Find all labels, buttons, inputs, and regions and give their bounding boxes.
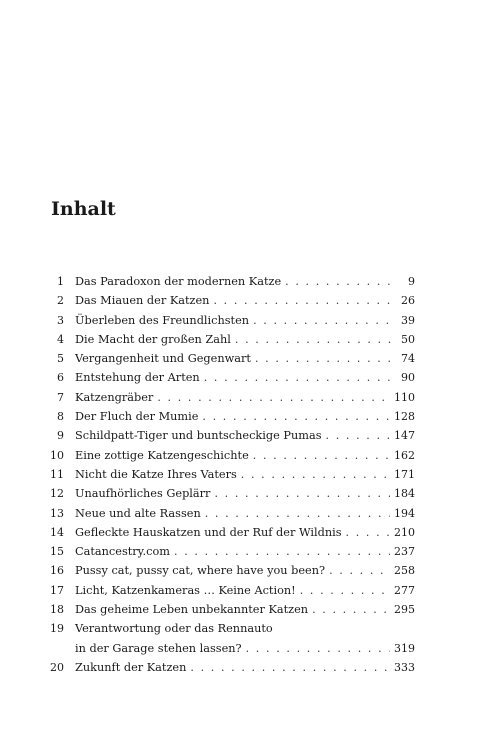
chapter-title: Nicht die Katze Ihres Vaters [75, 467, 237, 481]
chapter-title: Das Paradoxon der modernen Katze [75, 275, 282, 288]
chapter-number: 18 [50, 603, 64, 617]
dot-leader [300, 581, 390, 600]
chapter-number: 11 [50, 467, 64, 481]
chapter-number: 12 [50, 487, 64, 501]
toc-entry [0, 330, 489, 349]
toc-entry [0, 368, 489, 387]
toc-entry [0, 619, 489, 658]
chapter-number: 14 [50, 525, 64, 539]
toc-entry [0, 504, 489, 523]
page-number: 277 [394, 583, 415, 597]
toc-entry [0, 484, 489, 503]
dot-leader [326, 426, 390, 445]
toc-entry [0, 272, 489, 291]
dot-leader [285, 272, 393, 291]
chapter-title: Pussy cat, pussy cat, where have you been? [75, 564, 326, 578]
toc-entry [0, 658, 489, 677]
page-number: 110 [394, 390, 415, 404]
dot-leader [253, 446, 390, 465]
page-number: 333 [394, 660, 415, 674]
chapter-title: Gefleckte Hauskatzen und der Ruf der Wildnis [75, 525, 342, 539]
page-number: 39 [401, 313, 415, 327]
chapter-title: Schildpatt-Tiger und buntscheckige Pumas [75, 429, 322, 443]
dot-leader [205, 504, 390, 523]
dot-leader [202, 407, 390, 426]
page-number: 171 [394, 467, 415, 481]
chapter-number: 2 [57, 294, 64, 308]
dot-leader [174, 542, 390, 561]
dot-leader [204, 368, 393, 387]
chapter-title: Licht, Katzenkameras … Keine Action! [75, 583, 296, 597]
toc-entry [0, 388, 489, 407]
page-number: 237 [394, 545, 415, 559]
chapter-title: Catancestry.com [75, 545, 170, 559]
chapter-title: Katzengräber [75, 390, 154, 404]
chapter-title: Unaufhörliches Geplärr [75, 487, 211, 501]
chapter-number: 16 [50, 564, 64, 578]
chapter-number: 1 [57, 275, 64, 288]
chapter-title: Verantwortung oder das Rennauto [75, 622, 273, 636]
toc-entry [0, 446, 489, 465]
toc-entry [0, 581, 489, 600]
page-number: 162 [394, 448, 415, 462]
page-number: 74 [401, 352, 415, 366]
chapter-title: Neue und alte Rassen [75, 506, 201, 520]
toc-entry [0, 291, 489, 310]
page-title: Inhalt [51, 198, 116, 220]
chapter-title: Der Fluch der Mumie [75, 410, 199, 424]
page-number: 147 [394, 429, 415, 443]
dot-leader [157, 388, 390, 407]
page-number: 184 [394, 487, 415, 501]
toc-entry [0, 561, 489, 580]
page-number: 194 [394, 506, 415, 520]
chapter-number: 6 [57, 371, 64, 385]
dot-leader [241, 465, 390, 484]
chapter-title: Zukunft der Katzen [75, 660, 187, 674]
chapter-title: Das Miauen der Katzen [75, 294, 210, 308]
chapter-number: 17 [50, 583, 64, 597]
toc-entry [0, 349, 489, 368]
chapter-number: 8 [57, 410, 64, 424]
table-of-contents [0, 272, 489, 677]
page-number: 319 [394, 641, 415, 655]
dot-leader [190, 658, 390, 677]
page-number: 295 [394, 603, 415, 617]
toc-entry [0, 600, 489, 619]
toc-entry [0, 523, 489, 542]
page-number: 50 [401, 332, 415, 346]
chapter-number: 7 [57, 390, 64, 404]
chapter-title: Eine zottige Katzengeschichte [75, 448, 249, 462]
chapter-number: 3 [57, 313, 64, 327]
chapter-title: Die Macht der großen Zahl [75, 332, 231, 346]
page-number: 26 [401, 294, 415, 308]
chapter-title: Entstehung der Arten [75, 371, 200, 385]
page-number: 210 [394, 525, 415, 539]
page-number: 258 [394, 564, 415, 578]
chapter-number: 4 [57, 332, 64, 346]
page-number: 90 [401, 371, 415, 385]
page-number: 128 [394, 410, 415, 424]
dot-leader [214, 484, 390, 503]
chapter-number: 19 [50, 622, 64, 636]
dot-leader [312, 600, 390, 619]
chapter-title: Überleben des Freundlichsten [75, 313, 250, 327]
chapter-title: in der Garage stehen lassen? [75, 641, 242, 655]
dot-leader [255, 349, 393, 368]
chapter-number: 15 [50, 545, 64, 559]
chapter-number: 5 [57, 352, 64, 366]
toc-entry [0, 542, 489, 561]
toc-entry [0, 465, 489, 484]
chapter-title: Das geheime Leben unbekannter Katzen [75, 603, 309, 617]
chapter-number: 13 [50, 506, 64, 520]
chapter-title: Vergangenheit und Gegenwart [75, 352, 251, 366]
dot-leader [213, 291, 393, 310]
toc-entry [0, 311, 489, 330]
dot-leader [253, 311, 393, 330]
toc-entry [0, 407, 489, 426]
chapter-number: 9 [57, 429, 64, 443]
dot-leader [235, 330, 393, 349]
dot-leader [246, 639, 390, 658]
toc-entry [0, 426, 489, 445]
chapter-number: 10 [50, 448, 64, 462]
page-number: 9 [408, 275, 415, 288]
dot-leader [346, 523, 390, 542]
dot-leader [329, 561, 390, 580]
chapter-number: 20 [50, 660, 64, 674]
